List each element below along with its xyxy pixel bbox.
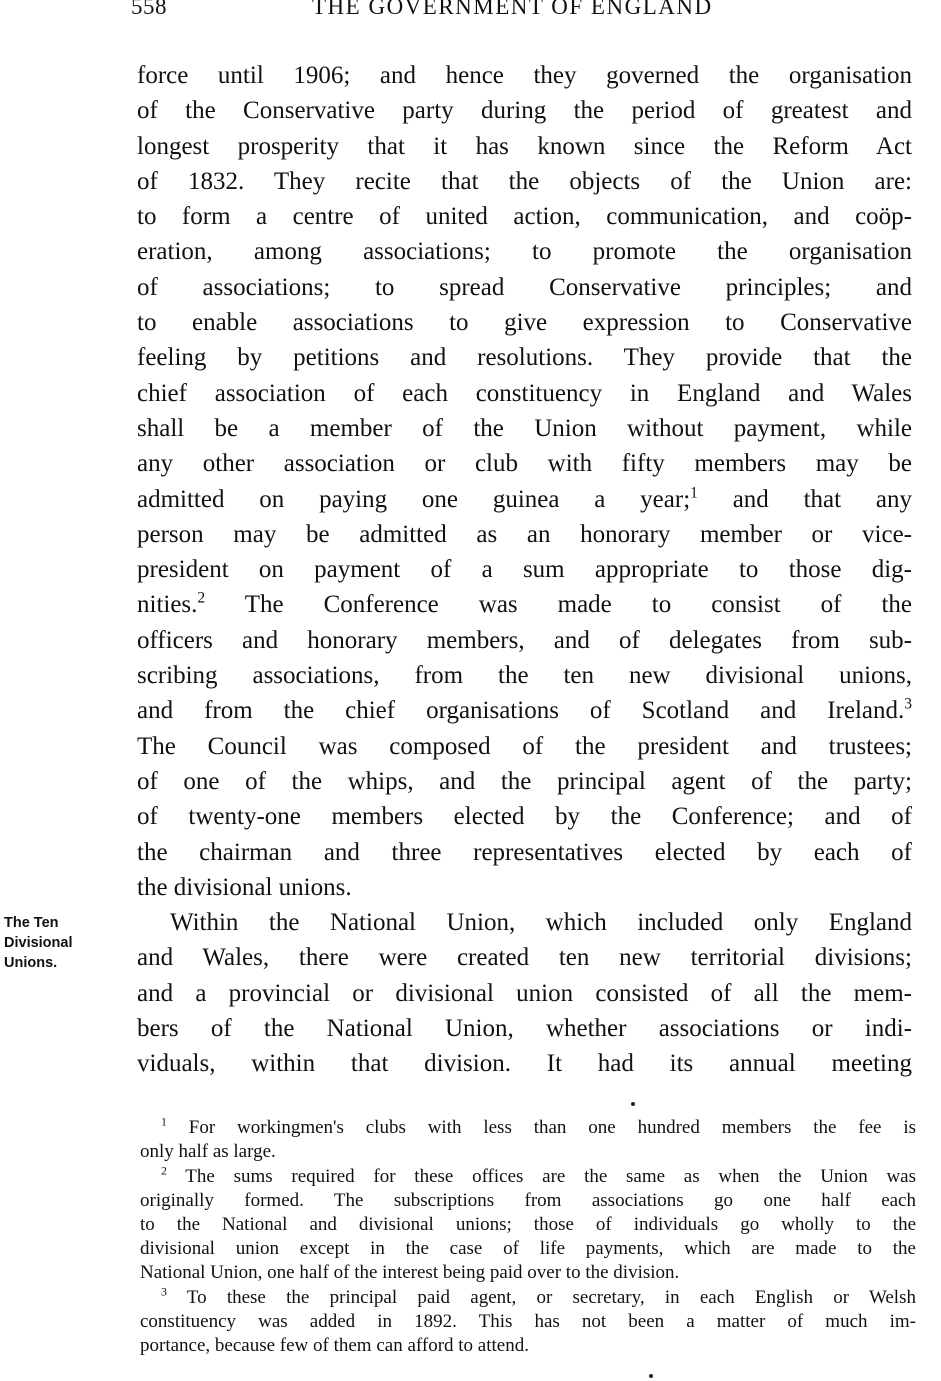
body-line: president on payment of a sum appropriate to those dig- xyxy=(137,556,912,584)
footnote-marker: 1 xyxy=(161,1115,167,1129)
body-line: eration, among associations; to promote the organisation xyxy=(137,238,912,266)
body-line: the chairman and three representatives elected by each of xyxy=(137,838,912,866)
body-line: of associations; to spread Conservative principles; and xyxy=(137,273,912,301)
footnote-1 xyxy=(140,1116,916,1164)
running-title: THE GOVERNMENT OF ENGLAND xyxy=(312,0,713,19)
body-line-text: admitted on paying one guinea a year; xyxy=(137,485,691,513)
margin-sidenote xyxy=(4,913,114,973)
body-line: feeling by petitions and resolutions. They provide that the xyxy=(137,344,912,372)
footnote-ref-2: 2 xyxy=(197,590,206,608)
page-number: 558 xyxy=(131,0,167,19)
footnote-marker: 3 xyxy=(161,1285,167,1299)
footnote-2 xyxy=(140,1165,916,1285)
body-line: force until 1906; and hence they governed the organisation xyxy=(137,62,912,89)
print-speck xyxy=(631,1102,635,1106)
footnote-text: The sums required for these offices are the same as when the Union was xyxy=(185,1166,916,1187)
body-line: bers of the National Union, whether associations or indi- xyxy=(137,1015,912,1043)
body-line: longest prosperity that it has known since the Reform Act xyxy=(137,132,912,160)
body-line: chief association of each constituency in England and Wales xyxy=(137,379,912,407)
body-line: of the Conservative party during the period of greatest and xyxy=(137,97,912,125)
footnote-line xyxy=(140,1165,916,1189)
body-line-text: and that any xyxy=(697,485,913,513)
body-line: of 1832. They recite that the objects of the Union are: xyxy=(137,167,912,195)
body-line: the divisional unions. xyxy=(137,873,352,901)
footnote-marker: 2 xyxy=(161,1164,167,1178)
body-line-with-footnote-ref xyxy=(137,482,912,517)
footnote-ref-1: 1 xyxy=(690,484,698,502)
footnote-line: to the National and divisional unions; those of individuals go wholly to the xyxy=(140,1214,916,1235)
body-line: shall be a member of the Union without payment, while xyxy=(137,414,912,442)
footnote-text: To these the principal paid agent, or secretary, in each English or Welsh xyxy=(186,1287,916,1308)
body-line-with-footnote-ref xyxy=(137,693,912,728)
footnote-line: National Union, one half of the interest being paid over to the division. xyxy=(140,1262,680,1283)
body-line-text: and from the chief organisations of Scotland and Ireland. xyxy=(137,697,905,725)
body-line: to enable associations to give expression to Conservative xyxy=(137,309,912,337)
footnotes xyxy=(140,1116,916,1358)
footnote-line: constituency was added in 1892. This has not been a matter of much im- xyxy=(140,1311,916,1332)
body-line: officers and honorary members, and of delegates from sub- xyxy=(137,626,912,654)
body-text xyxy=(137,58,912,1082)
body-line: and a provincial or divisional union consisted of all the mem- xyxy=(137,979,912,1007)
body-line-text: nities. xyxy=(137,591,198,619)
body-line: to form a centre of united action, communication, and coöp- xyxy=(137,203,912,231)
footnote-line xyxy=(140,1286,916,1310)
footnote-3 xyxy=(140,1286,916,1358)
footnote-ref-3: 3 xyxy=(904,696,912,714)
footnote-line: only half as large. xyxy=(140,1141,276,1162)
body-line: and Wales, there were created ten new territorial divisions; xyxy=(137,944,912,972)
body-line-text: The Conference was made to consist of the xyxy=(205,591,912,619)
footnote-text: For workingmen's clubs with less than one hundred members the fee is xyxy=(188,1117,917,1138)
body-line: viduals, within that division. It had its annual meeting xyxy=(137,1050,912,1078)
print-speck xyxy=(649,1374,653,1378)
body-line-with-footnote-ref xyxy=(137,587,912,622)
body-line: of one of the whips, and the principal agent of the party; xyxy=(137,767,912,795)
footnote-line: originally formed. The subscriptions from associations go one half each xyxy=(140,1190,916,1211)
footnote-line: divisional union except in the case of life payments, which are made to the xyxy=(140,1238,916,1259)
sidenote-line: The Ten xyxy=(4,915,59,931)
footnote-line xyxy=(140,1116,916,1140)
body-line: The Council was composed of the president and trustees; xyxy=(137,732,912,760)
running-head xyxy=(0,0,941,20)
body-line: person may be admitted as an honorary member or vice- xyxy=(137,520,912,548)
body-line: scribing associations, from the ten new divisional unions, xyxy=(137,662,912,690)
sidenote-line: Divisional xyxy=(4,935,73,951)
body-line: any other association or club with fifty members may be xyxy=(137,450,912,478)
body-line: of twenty-one members elected by the Conference; and of xyxy=(137,803,912,831)
footnote-line: portance, because few of them can afford to attend. xyxy=(140,1335,529,1356)
body-line: Within the National Union, which included only England xyxy=(170,909,912,937)
sidenote-line: Unions. xyxy=(4,955,58,971)
